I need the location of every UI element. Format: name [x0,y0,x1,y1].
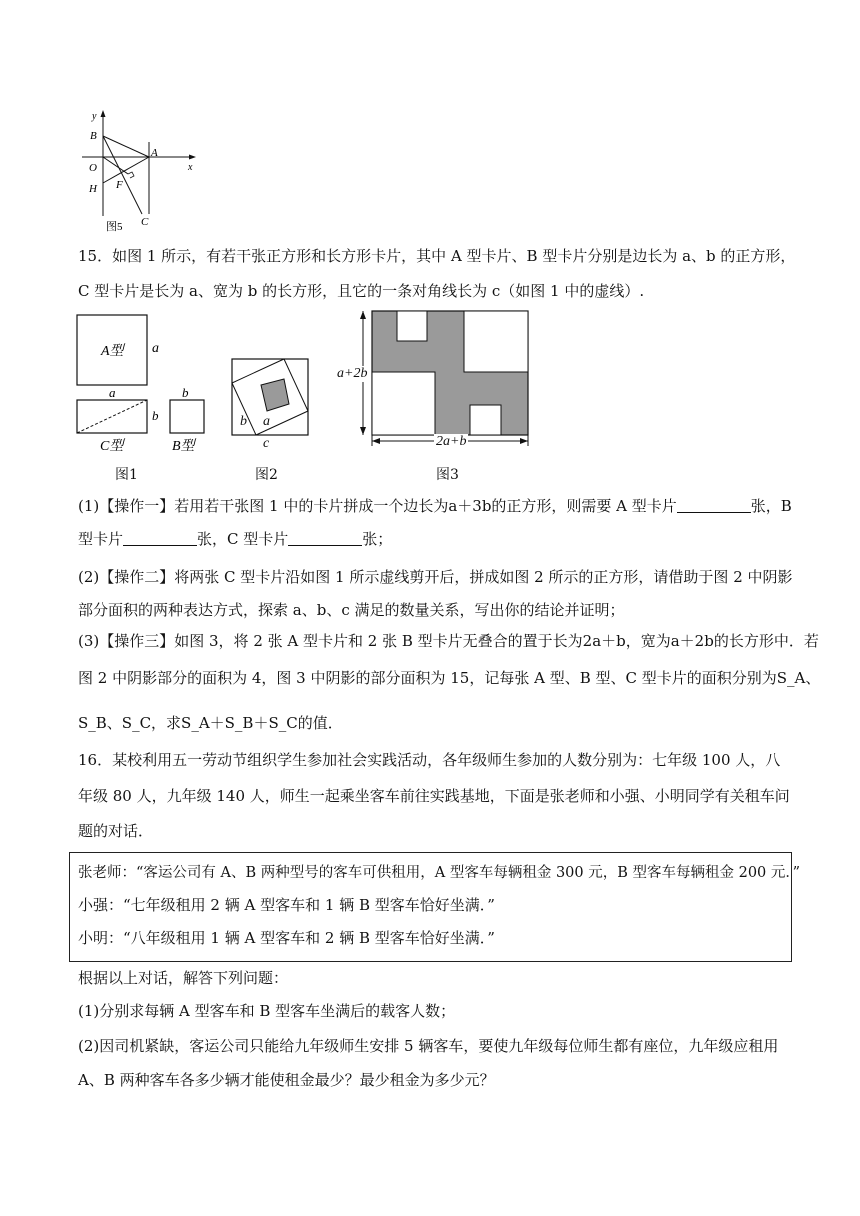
fig3-caption: 图3 [436,467,459,483]
dialog-teacher: 张老师：“客运公司有 A、B 两种型号的客车可供租用，A 型客车每辆租金 300 元，B 型客车每辆租金 200 元．” [78,865,801,881]
q16-intro-line1: 16．某校利用五一劳动节组织学生参加社会实践活动，各年级师生参加的人数分别为：七年级 100 人，八 [78,751,781,769]
fig1-a-side: a [152,341,159,356]
fig2-caption: 图2 [255,467,278,483]
q15-figure-1 [74,312,214,462]
fig5-label-F: F [116,179,123,191]
fig5-label-x: x [188,162,193,173]
fig5-caption: 图5 [106,221,123,233]
fig3-width-label: 2a+b [436,434,467,449]
fig5-label-C: C [141,216,149,228]
figure-5 [76,108,202,236]
fig5-label-A: A [151,147,158,159]
fig1-caption: 图1 [115,467,138,483]
fig1-b-side: b [152,408,159,423]
q15-intro-line1: 15．如图 1 所示，有若干张正方形和长方形卡片，其中 A 型卡片、B 型卡片分别是边长为 a、b 的正方形， [78,247,796,265]
fig2-a: a [263,414,270,429]
q16-part2-line2: A、B 两种客车各多少辆才能使租金最少？最少租金为多少元？ [78,1071,495,1089]
q16-dialog-box [69,852,801,962]
q15-part3-line1: (3)【操作三】如图 3，将 2 张 A 型卡片和 2 张 B 型卡片无叠合的置于长为2a＋b，宽为a＋2b的长方形中．若 [78,632,819,650]
dialog-xiaoqiang: 小强：“七年级租用 2 辆 A 型客车和 1 辆 B 型客车恰好坐满．” [78,896,495,914]
q15-part3-line3: S_B、S_C，求S_A＋S_B＋S_C的值． [78,714,343,732]
q16-lead: 根据以上对话，解答下列问题： [78,969,289,987]
fig5-label-H: H [89,183,97,195]
fig2-b: b [240,414,247,429]
q15-intro-line2: C 型卡片是长为 a、宽为 b 的长方形，且它的一条对角线长为 c（如图 1 中的虚线）. [78,282,645,300]
q15-blank-a[interactable] [677,498,751,513]
q16-number: 16． [78,751,113,769]
q16-part1: (1)分别求每辆 A 型客车和 B 型客车坐满后的载客人数； [78,1002,456,1020]
q16-intro-line2: 年级 80 人，九年级 140 人，师生一起乘坐客车前往实践基地，下面是张老师和小强、小明同学有关租车问 [78,787,790,805]
fig1-A-label: A型 [101,344,124,359]
dialog-xiaoming: 小明：“八年级租用 1 辆 A 型客车和 2 辆 B 型客车恰好坐满．” [78,929,495,947]
q16-part2-line1: (2)因司机紧缺，客运公司只能给九年级师生安排 5 辆客车，要使九年级每位师生都有座位，九年级应租用 [78,1037,779,1055]
fig1-a-top: a [109,385,116,400]
fig5-label-B: B [90,130,97,142]
fig5-label-y: y [92,111,97,122]
q15-part1-line2: 型卡片 张，C 型卡片 张； [78,530,393,548]
q15-blank-b[interactable] [123,531,197,546]
fig3-height-label: a+2b [337,366,368,381]
fig2-c: c [263,436,270,451]
q15-blank-c[interactable] [288,531,362,546]
fig5-label-O: O [89,162,97,174]
q15-part2-line1: (2)【操作二】将两张 C 型卡片沿如图 1 所示虚线剪开后，拼成如图 2 所示的正方形，请借助于图 2 中阴影 [78,568,793,586]
q16-intro-line3: 题的对话． [78,822,154,840]
q15-part3-line2: 图 2 中阴影部分的面积为 4，图 3 中阴影的部分面积为 15，记每张 A 型、B 型、C 型卡片的面积分别为S_A、 [78,669,821,687]
q15-part1-line1: (1)【操作一】若用若干张图 1 中的卡片拼成一个边长为a＋3b的正方形，则需要 A 型卡片 张，B [78,497,792,515]
fig1-B-label: B型 [172,439,195,454]
fig1-C-label: C型 [100,439,124,454]
q15-number: 15． [78,247,113,265]
q15-part2-line2: 部分面积的两种表达方式，探索 a、b、c 满足的数量关系，写出你的结论并证明； [78,601,625,619]
fig1-b-top: b [182,385,189,400]
